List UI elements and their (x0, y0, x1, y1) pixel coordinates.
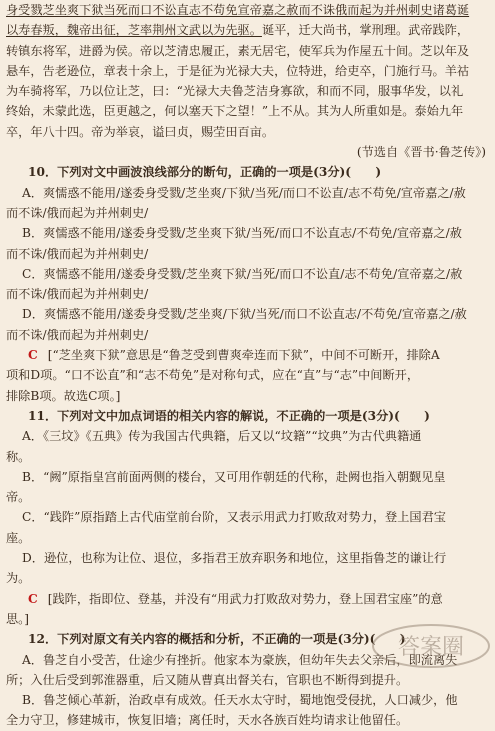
option-a-cont: 所；入仕后受到郭淮器重，后又随从曹真出督关右，官职也不断得到提升。 (6, 672, 409, 687)
option-a-cont: 而不诛/俄而起为并州刺史/ (6, 205, 149, 220)
option-b: B．爽懦惑不能用/遂委身受戮/芝坐爽下狱/当死/而口不讼直志/不苟免/宣帝嘉之/赦 (22, 226, 462, 241)
passage-line (6, 0, 490, 20)
explanation-cont: 思。] (6, 611, 30, 626)
question-10-stem: 10．下列对文中画波浪线部分的断句，正确的一项是(3分)( ) (28, 165, 382, 180)
answer-explanation (6, 589, 490, 609)
passage-line: 悬车，告老逊位，章表十余上，于是征为光禄大夫，位特进，给吏卒，门施行马。羊祜 (6, 63, 470, 78)
answer-letter: C (28, 591, 38, 606)
answer-letter: C (28, 348, 38, 363)
question-12-stem: 12．下列对原文有关内容的概括和分析，不正确的一项是(3分)( ) (28, 632, 406, 647)
option-a-cont: 称。 (6, 449, 31, 464)
passage-line: 卒，年八十四。帝为举哀，谥曰贞，赐茔田百亩。 (6, 124, 275, 139)
explanation-text: [“芝坐爽下狱”意思是“鲁芝受到曹爽牵连而下狱”，中间不可断开，排除A (47, 348, 440, 363)
wavy-underlined-text: 身受戮芝坐爽下狱当死而口不讼直志不苟免宣帝嘉之赦而不诛俄而起为并州刺史 (6, 3, 433, 17)
option-b-cont: 而不诛/俄而起为并州刺史/ (6, 246, 149, 261)
passage-line: 终始，未蒙此选，臣更越之，何以塞天下之望！”上不从。其为人所重如是。泰始九年 (6, 104, 464, 119)
passage-line: 为车骑将军，乃以位让芝，曰：“光禄大夫鲁芝洁身寡欲，和而不同，服事华发，以礼 (6, 84, 464, 99)
watermark-logo (371, 623, 491, 669)
option-c: C．爽懦惑不能用/遂委身受戮/芝坐爽下狱/当死/而口不讼直/志不苟免/宣帝嘉之/赦 (22, 266, 463, 281)
option-d-cont: 为。 (6, 571, 31, 586)
document-page (6, 0, 490, 731)
option-d-cont: 而不诛/俄而起为并州刺史/ (6, 327, 149, 342)
question-11-stem: 11．下列对文中加点词语的相关内容的解说，不正确的一项是(3分)( ) (28, 408, 430, 423)
option-b-cont: 帝。 (6, 490, 31, 505)
option-a: A．爽懦惑不能用/遂委身受戮/芝坐爽/下狱/当死/而口不讼直/志不苟免/宣帝嘉之/赦 (22, 185, 466, 200)
answer-explanation (6, 345, 490, 365)
option-d: D．爽懦惑不能用/遂委身受戮/芝坐爽/下狱/当死/而口不讼直志/不苟免/宣帝嘉之/赦 (22, 307, 467, 322)
explanation-cont: 项和D项。“口不讼直”和“志不苟免”是对称句式，应在“直”与“志”中间断开， (6, 368, 420, 383)
option-b-cont: 全力守卫，修建城市，恢复旧墙；离任时，天水各族百姓均请求让他留任。 (6, 713, 409, 728)
underlined-text: 以寿春叛，魏帝出征，芝率荆州文武以为先驱。 (6, 23, 262, 38)
option-c-cont: 而不诛/俄而起为并州刺史/ (6, 287, 149, 302)
passage-line (6, 20, 490, 40)
option-a: A．鲁芝自小受苦，仕途少有挫折。他家本为豪族，但幼年失去父亲后，即流离失 (22, 652, 458, 667)
passage-line: 转镇东将军，进爵为侯。帝以芝清忠履正，素无居宅，使军兵为作屋五十间。芝以年及 (6, 43, 470, 58)
option-a: A．《三坟》《五典》传为我国古代典籍，后又以“坟籍”“坟典”为古代典籍通 (22, 429, 422, 444)
explanation-cont: 排除B项。故选C项。] (6, 388, 121, 403)
explanation-text: [践阼，指即位、登基，并没有“用武力打败敌对势力，登上国君宝座”的意 (47, 591, 443, 606)
option-d: D．逊位，也称为让位、退位，多指君王放弃职务和地位，这里指鲁芝的谦让行 (22, 551, 447, 566)
watermark-text: 答案圈 (397, 635, 465, 660)
passage-source: (节选自《晋书·鲁芝传》) (356, 145, 486, 160)
passage-text: 诞平，迁大尚书，掌刑理。武帝践阼， (261, 23, 470, 38)
option-b: B．“阙”原指皇宫前面两侧的楼台，又可用作朝廷的代称，赴阙也指入朝觐见皇 (22, 469, 446, 484)
option-c: C．“践阼”原指踏上古代庙堂前台阶，又表示用武力打败敌对势力，登上国君宝 (22, 510, 446, 525)
option-b: B．鲁芝倾心革新，治政卓有成效。任天水太守时，蜀地饱受侵扰，人口减少，他 (22, 693, 458, 708)
passage-text: 诸葛诞 (432, 3, 470, 17)
option-c-cont: 座。 (6, 530, 31, 545)
